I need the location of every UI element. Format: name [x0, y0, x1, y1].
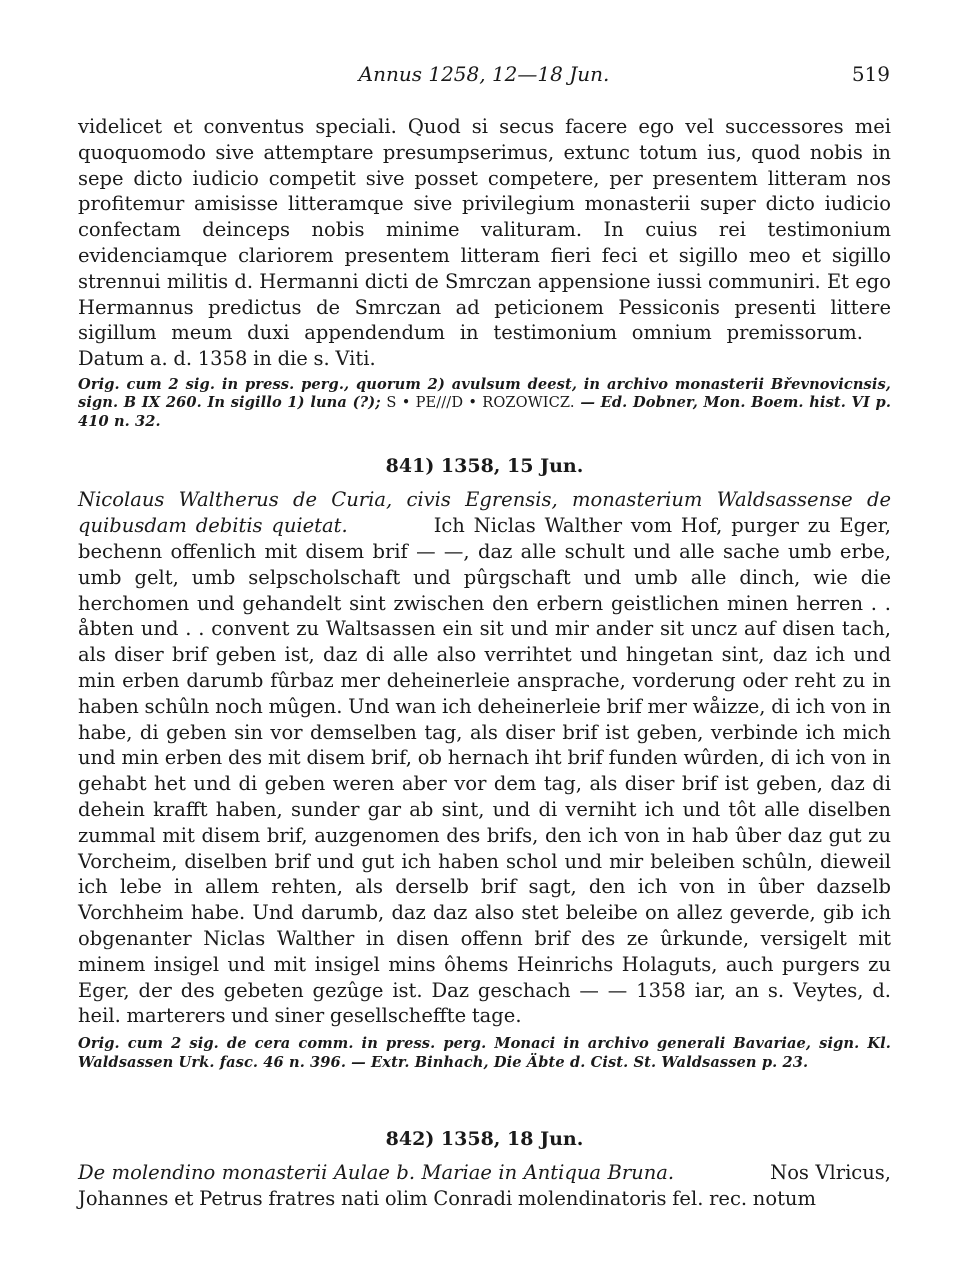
page-header [78, 62, 890, 92]
source-note-a: Orig. cum 2 sig. in press. perg., quorum 2) avulsum deest, in archivo monasterii Břevnovicnsis, sign. B IX 260. In sigillo 1) luna (?); [78, 375, 891, 412]
entry-841-text: Ich Niclas Walther vom Hof, purger zu Eger, bechenn offenlich mit disem brif — —, daz alle schult und alle sache umb erbe, umb gelt, umb selpscholschaft und pûrgschaft und umb alle dinch, wie die herchomen und gehandelt sint zwischen den erbern geistlichen minen herren . . åbten und . . convent zu Waltsassen ein sit und mir ander sit uncz auf disen tach, als diser brif geben ist, daz di alle also verrihtet und hingetan sint, daz ich und min erben darumb fûrbaz mer deheinerleie ansprache, vorderung oder reht zu in haben schûln noch mûgen. Und wan ich deheinerleie brif mer wåizze, di ich von in habe, di geben sin vor demselben tag, als diser brif ist geben, verbinde ich mich und min erben des mit disem brif, ob hernach iht brif funden wûrden, di ich von in gehabt het und di geben weren aber vor dem tag, als diser brif ist geben, daz di dehein krafft haben, sunder gar ab sint, und di verniht ich und tôt alle diselben zummal mit disem brif, auzgenomen des brifs, den ich von in hab ûber daz gut zu Vorcheim, diselben brif und gut ich haben schol und mir beleiben schûln, dieweil ich lebe in allem rehten, als derselb brif sagt, den ich von in ûber dazselb Vorchheim habe. Und darumb, daz daz also stet beleibe on allez geverde, gib ich obgenanter Niclas Walther in disen offenn brif des ze ûrkunde, versigelt mit minem insigel und mit insigel mins ôhems Heinrichs Holaguts, auch purgers zu Eger, der des gebeten gezûge ist. Daz geschach — — 1358 iar, an s. Veytes, d. heil. marterers und siner gesellscheffte tage. [78, 514, 891, 1028]
page-number: 519 [851, 62, 890, 86]
entry-842-text: Nos Vlricus, Johannes et Petrus fratres nati olim Conradi molendinatoris fel. rec. notum [78, 1161, 891, 1210]
dating-clause: Datum a. d. 1358 in die s. Viti. [78, 347, 376, 371]
entry-841-regest: Nicolaus Waltherus de Curia, civis Egrensis, monasterium Waldsassense de quibusdam debitis quietat. [78, 488, 891, 538]
entry-841-source-note: Orig. cum 2 sig. de cera comm. in press. perg. Monaci in archivo generali Bavariae, sign. Kl. Waldsassen Urk. fasc. 46 n. 396. — Extr. Binhach, Die Äbte d. Cist. St. Waldsassen p. 23. [78, 1035, 891, 1071]
running-title: Annus 1258, 12—18 Jun. [358, 62, 610, 86]
continuation-text: videlicet et conventus speciali. Quod si secus facere ego vel successores mei quoquomodo sive attemptare presumpserimus, extunc totum ius, quod nobis in sepe dicto iudicio competit sive posset competere, per presentem litteram nos profitemur amisisse litteramque sive privilegium monasterii super dicto iudicio confectam deinceps nobis minime valituram. In cuius rei testimonium evidenciamque clariorem presentem litteram fieri feci et sigillo meo et sigillo strennui militis d. Hermanni dicti de Smrczan appensione iussi communiri. Et ego Hermannus predictus de Smrczan ad peticionem Pessiconis presenti littere sigillum meum duxi appendendum in testimonium omnium premissorum. [78, 115, 891, 345]
entry-841-heading: 841) 1358, 15 Jun. [385, 455, 584, 478]
continuation-paragraph [78, 114, 891, 372]
entry-842-paragraph [78, 1160, 891, 1212]
entry-841-paragraph [78, 487, 891, 1029]
entry-842-heading: 842) 1358, 18 Jun. [385, 1128, 584, 1151]
page-body [78, 114, 891, 1212]
continuation-source-note [78, 376, 891, 432]
source-note-b: — Ed. Dobner, Mon. Boem. hist. VI p. 410 n. 32. [78, 394, 892, 430]
entry-842-regest: De molendino monasterii Aulae b. Mariae in Antiqua Bruna. [78, 1161, 675, 1185]
seal-legend: S • PE///D • ROZOWICZ. [386, 394, 575, 412]
